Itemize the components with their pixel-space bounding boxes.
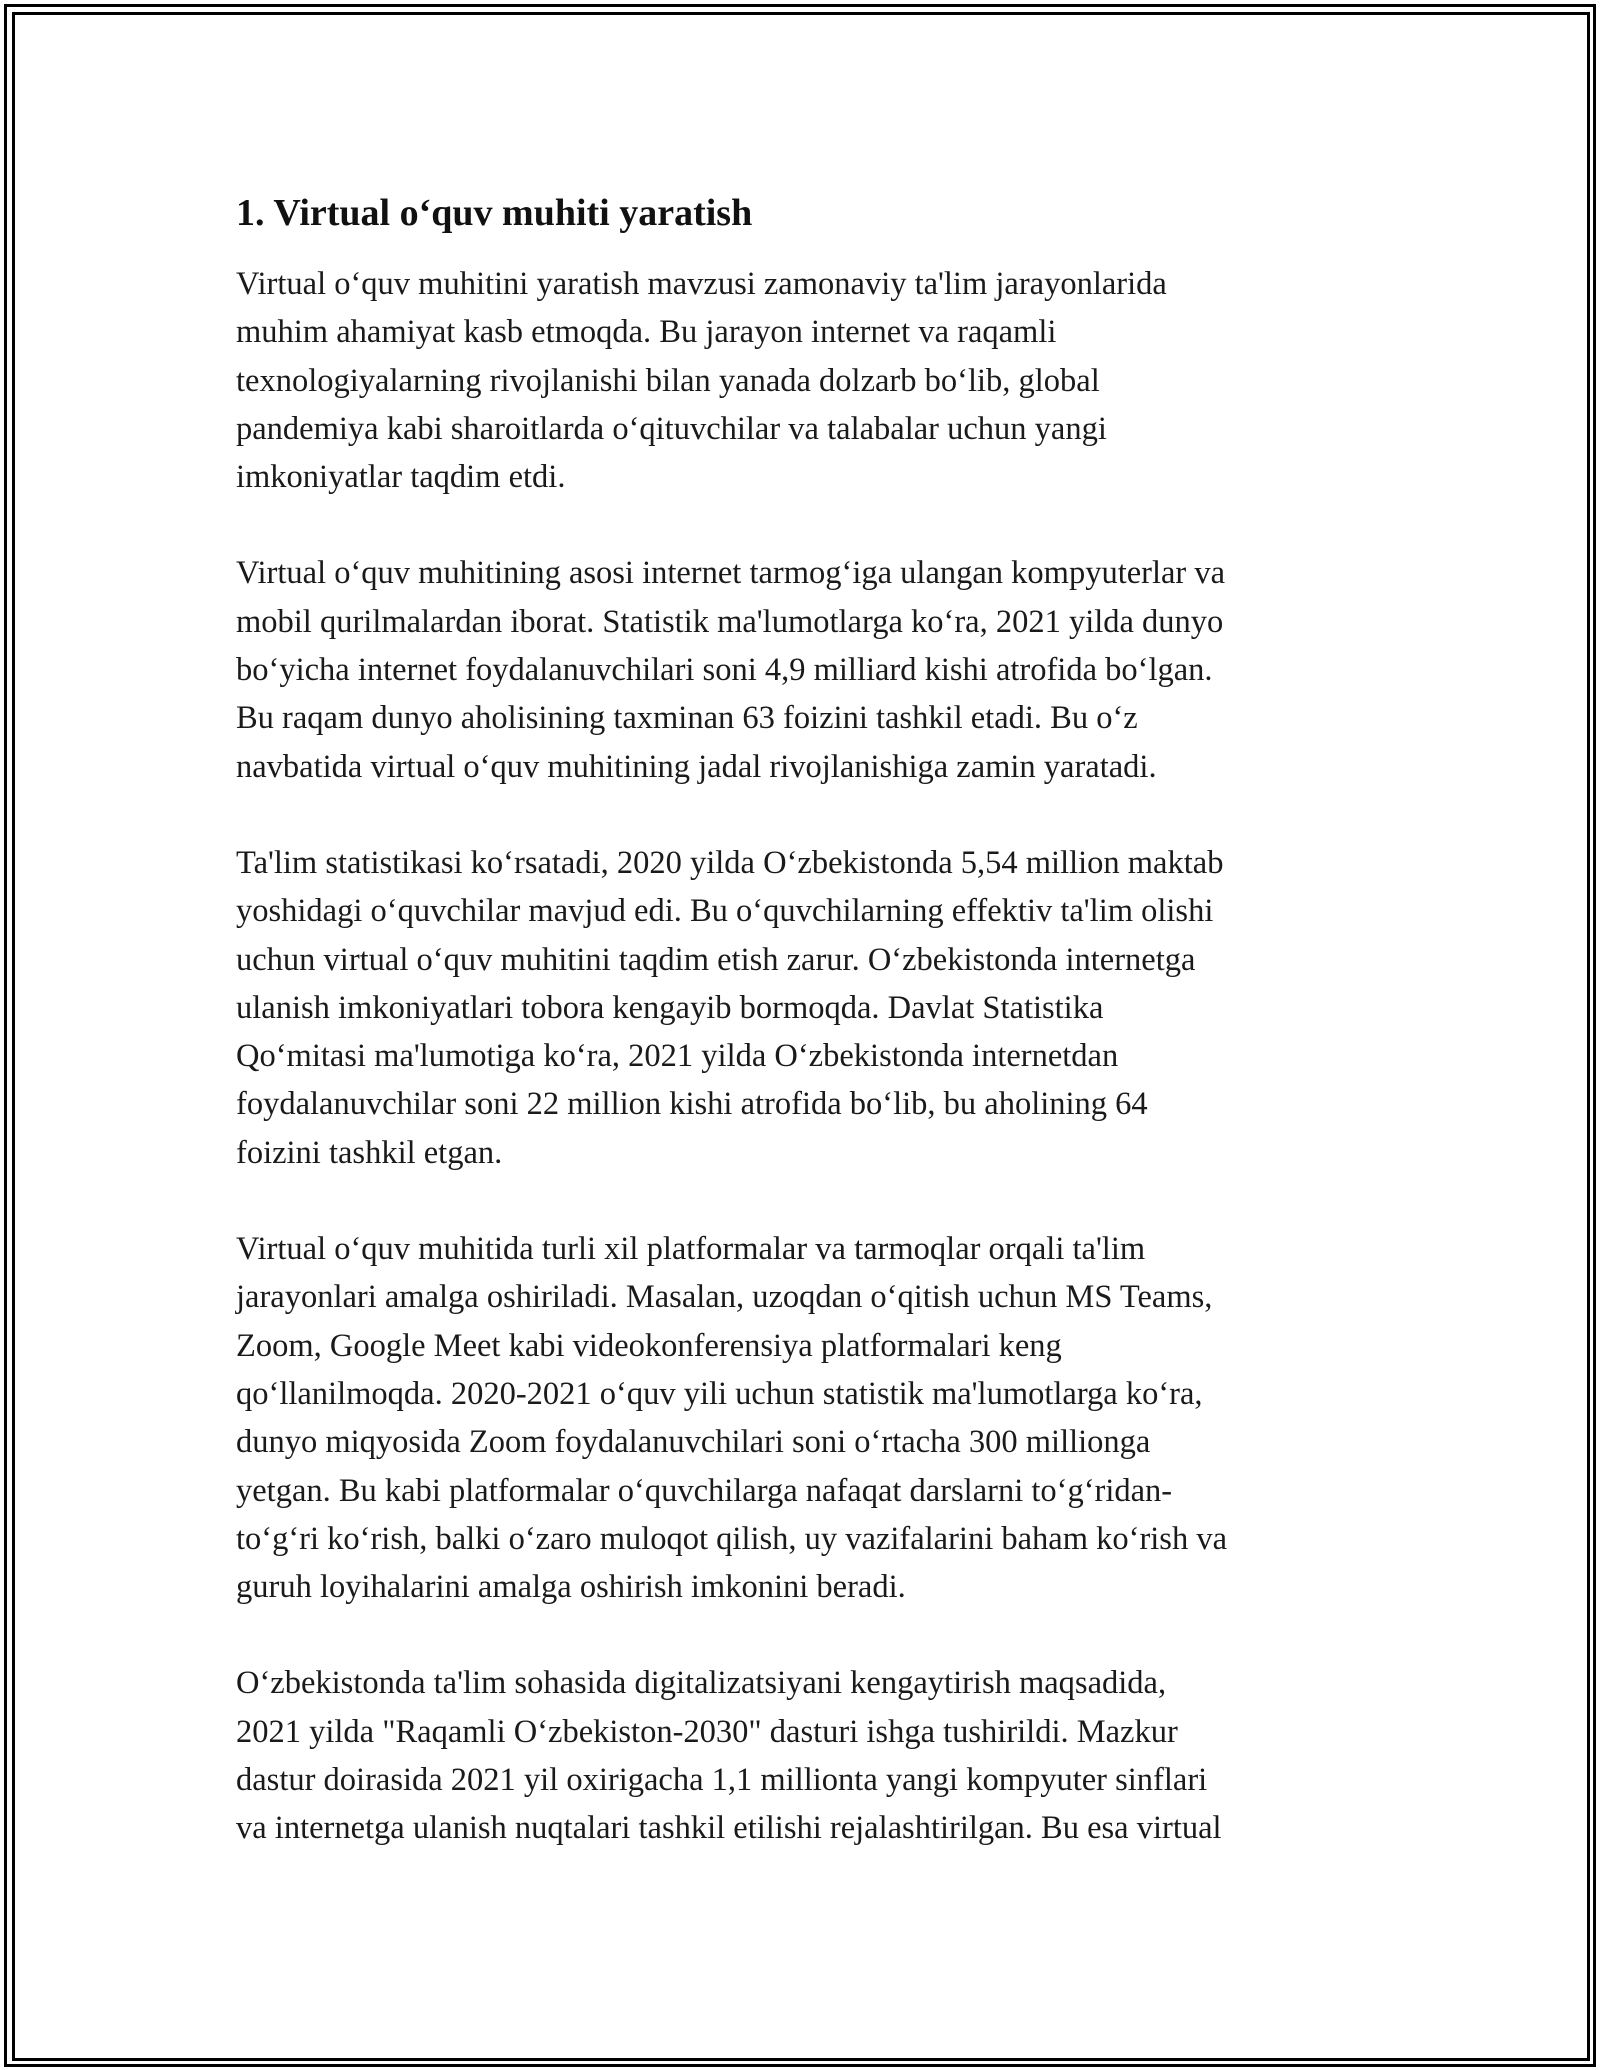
text-line: Zoom, Google Meet kabi videokonferensiya platformalari keng [236,1327,1062,1364]
text-line: Virtual o‘quv muhitini yaratish mavzusi zamonaviy ta'lim jarayonlarida [236,266,1167,302]
text-line: texnologiyalarning rivojlanishi bilan yanada dolzarb bo‘lib, global [236,362,1100,399]
text-line: Ta'lim statistikasi ko‘rsatadi, 2020 yilda O‘zbekistonda 5,54 million maktab [236,844,1224,881]
text-line: qo‘llanilmoqda. 2020-2021 o‘quv yili uchun statistik ma'lumotlarga ko‘ra, [236,1375,1203,1412]
text-line: muhim ahamiyat kasb etmoqda. Bu jarayon internet va raqamli [236,314,1057,351]
text-line: 2021 yilda "Raqamli O‘zbekiston-2030" dasturi ishga tushirildi. Mazkur [236,1713,1178,1750]
text-line: pandemiya kabi sharoitlarda o‘qituvchilar va talabalar uchun yangi [236,410,1107,447]
paragraph-5 [236,1659,1366,1852]
section-heading: 1. Virtual o‘quv muhiti yaratish [236,192,753,234]
paragraph-2 [236,549,1366,790]
document-body [236,188,1366,1901]
text-line: uchun virtual o‘quv muhitini taqdim etish zarur. O‘zbekistonda internetga [236,941,1196,978]
text-line: mobil qurilmalardan iborat. Statistik ma'lumotlarga ko‘ra, 2021 yilda dunyo [236,603,1224,640]
text-line: va internetga ulanish nuqtalari tashkil etilishi rejalashtirilgan. Bu esa virtual [236,1810,1222,1847]
text-line: dastur doirasida 2021 yil oxirigacha 1,1 millionta yangi kompyuter sinflari [236,1762,1208,1799]
text-line: imkoniyatlar taqdim etdi. [236,459,566,496]
text-line: guruh loyihalarini amalga oshirish imkonini beradi. [236,1569,906,1606]
text-line: foydalanuvchilar soni 22 million kishi atrofida bo‘lib, bu aholining 64 [236,1086,1148,1123]
text-line: bo‘yicha internet foydalanuvchilari soni 4,9 milliard kishi atrofida bo‘lgan. [236,652,1213,689]
text-line: dunyo miqyosida Zoom foydalanuvchilari soni o‘rtacha 300 millionga [236,1424,1151,1461]
paragraph-3 [236,839,1366,1177]
text-line: Virtual o‘quv muhitida turli xil platformalar va tarmoqlar orqali ta'lim [236,1231,1146,1268]
text-line: yetgan. Bu kabi platformalar o‘quvchilarga nafaqat darslarni to‘g‘ridan- [236,1472,1173,1509]
text-line: Bu raqam dunyo aholisining taxminan 63 foizini tashkil etadi. Bu o‘z [236,700,1138,737]
text-line: ulanish imkoniyatlari tobora kengayib bormoqda. Davlat Statistika [236,989,1104,1026]
text-line: jarayonlari amalga oshiriladi. Masalan, uzoqdan o‘qitish uchun MS Teams, [236,1279,1213,1316]
text-line: yoshidagi o‘quvchilar mavjud edi. Bu o‘quvchilarning effektiv ta'lim olishi [236,893,1214,930]
text-line: Virtual o‘quv muhitining asosi internet tarmog‘iga ulangan kompyuterlar va [236,555,1226,592]
paragraph-1 [236,260,1366,501]
text-line: O‘zbekistonda ta'lim sohasida digitalizatsiyani kengaytirish maqsadida, [236,1665,1167,1702]
text-line: navbatida virtual o‘quv muhitining jadal rivojlanishiga zamin yaratadi. [236,748,1157,785]
text-line: to‘g‘ri ko‘rish, balki o‘zaro muloqot qilish, uy vazifalarini baham ko‘rish va [236,1520,1227,1557]
paragraph-4 [236,1225,1366,1611]
text-line: Qo‘mitasi ma'lumotiga ko‘ra, 2021 yilda O‘zbekistonda internetdan [236,1038,1119,1075]
text-line: foizini tashkil etgan. [236,1134,503,1171]
